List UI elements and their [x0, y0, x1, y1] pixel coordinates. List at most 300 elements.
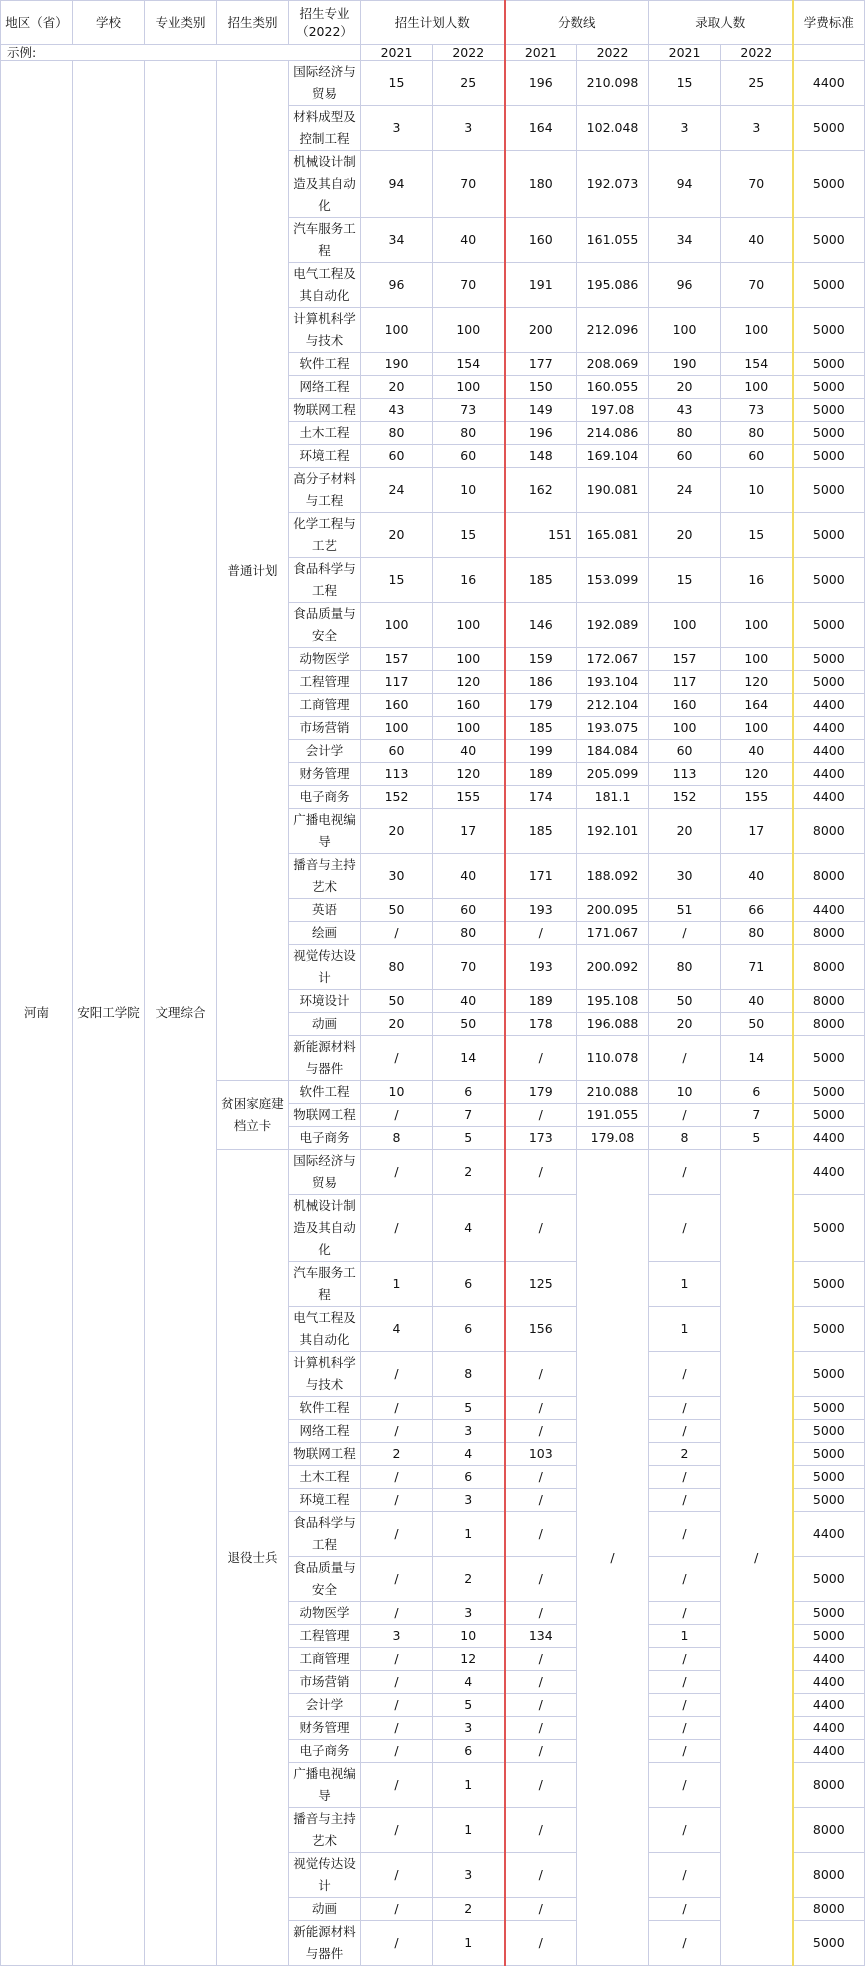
major-cell: 环境工程 — [289, 445, 361, 468]
plan-2022-cell: 155 — [433, 786, 505, 809]
admit-2021-cell: / — [649, 1557, 721, 1602]
major-cell: 新能源材料与器件 — [289, 1036, 361, 1081]
admit-2022-cell: 50 — [721, 1013, 793, 1036]
major-cell: 软件工程 — [289, 1081, 361, 1104]
tuition-cell: 8000 — [793, 1853, 865, 1898]
admit-2021-cell: 1 — [649, 1307, 721, 1352]
major-cell: 食品质量与安全 — [289, 1557, 361, 1602]
admit-2022-cell: 80 — [721, 922, 793, 945]
tuition-cell: 5000 — [793, 1104, 865, 1127]
score-2021-cell: / — [505, 1420, 577, 1443]
admit-2022-cell: 7 — [721, 1104, 793, 1127]
plan-2022-cell: 3 — [433, 1420, 505, 1443]
tuition-cell: 5000 — [793, 671, 865, 694]
major-cell: 机械设计制造及其自动化 — [289, 1195, 361, 1262]
plan-2021-cell: 1 — [361, 1262, 433, 1307]
plan-2021-cell: 3 — [361, 1625, 433, 1648]
plan-2022-cell: 17 — [433, 809, 505, 854]
major-cell: 绘画 — [289, 922, 361, 945]
admit-2021-cell: 117 — [649, 671, 721, 694]
score-2021-cell: / — [505, 1694, 577, 1717]
score-2021-cell: / — [505, 1763, 577, 1808]
admit-2021-cell: / — [649, 1898, 721, 1921]
admit-2022-cell: 73 — [721, 399, 793, 422]
major-cell: 网络工程 — [289, 376, 361, 399]
plan-2021-cell: 8 — [361, 1127, 433, 1150]
header-plan: 招生计划人数 — [361, 1, 505, 45]
plan-2022-cell: 5 — [433, 1694, 505, 1717]
plan-2022-cell: 73 — [433, 399, 505, 422]
tuition-cell: 4400 — [793, 1150, 865, 1195]
plan-2021-cell: / — [361, 1763, 433, 1808]
major-cell: 土木工程 — [289, 422, 361, 445]
score-2022-cell: 165.081 — [577, 513, 649, 558]
tuition-cell: 5000 — [793, 468, 865, 513]
score-2021-cell: 200 — [505, 308, 577, 353]
plan-2021-cell: / — [361, 1150, 433, 1195]
table-row — [1, 61, 865, 106]
header-score: 分数线 — [505, 1, 649, 45]
plan-2022-cell: 50 — [433, 1013, 505, 1036]
plan-2021-cell: / — [361, 922, 433, 945]
plan-2022-cell: 1 — [433, 1921, 505, 1966]
score-2022-cell: 205.099 — [577, 763, 649, 786]
tuition-cell: 5000 — [793, 1466, 865, 1489]
plan-2021-cell: / — [361, 1466, 433, 1489]
tuition-cell: 4400 — [793, 61, 865, 106]
plan-2021-cell: 100 — [361, 308, 433, 353]
tuition-cell: 5000 — [793, 399, 865, 422]
plan-2022-cell: 2 — [433, 1557, 505, 1602]
plan-2021-cell: / — [361, 1921, 433, 1966]
admit-2022-cell: 70 — [721, 151, 793, 218]
admit-2022-cell: 40 — [721, 854, 793, 899]
score-2021-cell: 125 — [505, 1262, 577, 1307]
tuition-cell: 8000 — [793, 990, 865, 1013]
plan-2021-cell: 10 — [361, 1081, 433, 1104]
score-2021-cell: / — [505, 1557, 577, 1602]
score-2021-cell: / — [505, 1104, 577, 1127]
tuition-cell: 5000 — [793, 1397, 865, 1420]
score-2021-cell: 180 — [505, 151, 577, 218]
admit-2021-cell: / — [649, 922, 721, 945]
admit-2021-cell: / — [649, 1694, 721, 1717]
tuition-cell: 4400 — [793, 1717, 865, 1740]
admit-2021-cell: / — [649, 1352, 721, 1397]
plan-2021-cell: 43 — [361, 399, 433, 422]
admit-2021-cell: / — [649, 1420, 721, 1443]
admit-2022-cell: 164 — [721, 694, 793, 717]
score-year-2022: 2022 — [577, 45, 649, 61]
major-cell: 视觉传达设计 — [289, 1853, 361, 1898]
score-2021-cell: 179 — [505, 1081, 577, 1104]
major-cell: 汽车服务工程 — [289, 1262, 361, 1307]
admit-2021-cell: / — [649, 1195, 721, 1262]
plan-2022-cell: 3 — [433, 1602, 505, 1625]
plan-2021-cell: / — [361, 1694, 433, 1717]
plan-2021-cell: 20 — [361, 376, 433, 399]
plan-2022-cell: 6 — [433, 1081, 505, 1104]
plan-2021-cell: / — [361, 1808, 433, 1853]
admit-2021-cell: 43 — [649, 399, 721, 422]
admit-2021-cell: 15 — [649, 61, 721, 106]
major-cell: 电气工程及其自动化 — [289, 1307, 361, 1352]
plan-2021-cell: 20 — [361, 1013, 433, 1036]
major-cell: 物联网工程 — [289, 399, 361, 422]
plan-2022-cell: 10 — [433, 468, 505, 513]
admit-2022-cell: 66 — [721, 899, 793, 922]
major-cell: 物联网工程 — [289, 1104, 361, 1127]
plan-2021-cell: 100 — [361, 603, 433, 648]
score-2021-cell: / — [505, 1512, 577, 1557]
tuition-cell: 4400 — [793, 694, 865, 717]
score-2021-cell: / — [505, 1648, 577, 1671]
major-cell: 动画 — [289, 1013, 361, 1036]
admit-2021-cell: / — [649, 1808, 721, 1853]
score-2021-cell: / — [505, 1036, 577, 1081]
admit-2021-cell: 50 — [649, 990, 721, 1013]
plan-2021-cell: 20 — [361, 809, 433, 854]
score-2022-cell: 184.084 — [577, 740, 649, 763]
score-2022-cell: 169.104 — [577, 445, 649, 468]
admit-2022-cell: 100 — [721, 603, 793, 648]
major-cell: 广播电视编导 — [289, 1763, 361, 1808]
score-2021-cell: 185 — [505, 558, 577, 603]
score-2021-cell: 149 — [505, 399, 577, 422]
admit-2021-cell: 8 — [649, 1127, 721, 1150]
plan-2022-cell: 154 — [433, 353, 505, 376]
major-cell: 材料成型及控制工程 — [289, 106, 361, 151]
tuition-cell: 5000 — [793, 513, 865, 558]
score-2021-cell: / — [505, 922, 577, 945]
score-2021-cell: / — [505, 1921, 577, 1966]
score-2021-cell: 179 — [505, 694, 577, 717]
score-2022-cell: 193.104 — [577, 671, 649, 694]
admit-2021-cell: / — [649, 1853, 721, 1898]
plan-2022-cell: 70 — [433, 263, 505, 308]
score-2021-cell: / — [505, 1808, 577, 1853]
plan-2022-cell: 6 — [433, 1262, 505, 1307]
major-cell: 环境工程 — [289, 1489, 361, 1512]
admit-2021-cell: 10 — [649, 1081, 721, 1104]
plan-2022-cell: 100 — [433, 308, 505, 353]
score-2022-cell: 208.069 — [577, 353, 649, 376]
plan-2021-cell: 15 — [361, 558, 433, 603]
major-cell: 工程管理 — [289, 1625, 361, 1648]
major-cell: 动物医学 — [289, 1602, 361, 1625]
major-cell: 电子商务 — [289, 786, 361, 809]
plan-2022-cell: 40 — [433, 990, 505, 1013]
major-cell: 工商管理 — [289, 694, 361, 717]
admit-2022-cell: 15 — [721, 513, 793, 558]
major-category-cell: 文理综合 — [145, 61, 217, 1966]
major-cell: 土木工程 — [289, 1466, 361, 1489]
tuition-cell: 5000 — [793, 218, 865, 263]
tuition-cell: 5000 — [793, 376, 865, 399]
admit-2021-cell: 160 — [649, 694, 721, 717]
plan-2022-cell: 6 — [433, 1307, 505, 1352]
admit-2022-cell: 60 — [721, 445, 793, 468]
admit-2021-cell: 80 — [649, 945, 721, 990]
admit-2021-cell: / — [649, 1717, 721, 1740]
tuition-cell: 5000 — [793, 1557, 865, 1602]
school-cell: 安阳工学院 — [73, 61, 145, 1966]
plan-2021-cell: 117 — [361, 671, 433, 694]
plan-2021-cell: 3 — [361, 106, 433, 151]
score-2021-cell: 189 — [505, 763, 577, 786]
header-school: 学校 — [73, 1, 145, 45]
plan-2022-cell: 60 — [433, 899, 505, 922]
admit-year-2022: 2022 — [721, 45, 793, 61]
header-region: 地区（省） — [1, 1, 73, 45]
tuition-cell: 4400 — [793, 786, 865, 809]
score-2022-cell: 161.055 — [577, 218, 649, 263]
admit-2021-cell: 152 — [649, 786, 721, 809]
major-cell: 高分子材料与工程 — [289, 468, 361, 513]
tuition-cell: 5000 — [793, 1307, 865, 1352]
score-2022-cell: 212.096 — [577, 308, 649, 353]
major-cell: 电气工程及其自动化 — [289, 263, 361, 308]
score-2021-cell: / — [505, 1489, 577, 1512]
admit-2022-cell: 25 — [721, 61, 793, 106]
tuition-cell: 5000 — [793, 1262, 865, 1307]
plan-2022-cell: 2 — [433, 1898, 505, 1921]
tuition-cell: 8000 — [793, 1808, 865, 1853]
plan-2022-cell: 15 — [433, 513, 505, 558]
score-2022-cell: 195.086 — [577, 263, 649, 308]
score-year-2021: 2021 — [505, 45, 577, 61]
header-admit: 录取人数 — [649, 1, 793, 45]
score-2021-cell: 146 — [505, 603, 577, 648]
score-2022-cell: 195.108 — [577, 990, 649, 1013]
admit-2021-cell: 20 — [649, 376, 721, 399]
major-cell: 网络工程 — [289, 1420, 361, 1443]
score-2021-cell: 189 — [505, 990, 577, 1013]
score-2021-cell: / — [505, 1195, 577, 1262]
admit-2021-cell: / — [649, 1763, 721, 1808]
major-cell: 国际经济与贸易 — [289, 61, 361, 106]
score-2021-cell: 156 — [505, 1307, 577, 1352]
score-2021-cell: 196 — [505, 61, 577, 106]
plan-2021-cell: 94 — [361, 151, 433, 218]
plan-2022-cell: 3 — [433, 1717, 505, 1740]
major-cell: 软件工程 — [289, 353, 361, 376]
major-cell: 播音与主持艺术 — [289, 854, 361, 899]
admit-2021-cell: 100 — [649, 717, 721, 740]
admit-2021-cell: 3 — [649, 106, 721, 151]
admit-2021-cell: / — [649, 1397, 721, 1420]
tuition-cell: 4400 — [793, 899, 865, 922]
admit-2022-cell: 40 — [721, 990, 793, 1013]
score-2021-cell: 193 — [505, 945, 577, 990]
major-cell: 计算机科学与技术 — [289, 1352, 361, 1397]
tuition-cell: 8000 — [793, 854, 865, 899]
example-label: 示例: — [1, 45, 361, 61]
plan-2022-cell: 16 — [433, 558, 505, 603]
admit-2022-cell: 16 — [721, 558, 793, 603]
score-2021-cell: / — [505, 1740, 577, 1763]
plan-2021-cell: / — [361, 1717, 433, 1740]
plan-2022-cell: 70 — [433, 945, 505, 990]
admit-2022-cell: 155 — [721, 786, 793, 809]
enroll-category-cell: 退役士兵 — [217, 1150, 289, 1966]
plan-2021-cell: 34 — [361, 218, 433, 263]
plan-2021-cell: 50 — [361, 899, 433, 922]
score-2021-cell: / — [505, 1671, 577, 1694]
score-2021-cell: 160 — [505, 218, 577, 263]
plan-2022-cell: 120 — [433, 671, 505, 694]
plan-2021-cell: 50 — [361, 990, 433, 1013]
plan-2022-cell: 14 — [433, 1036, 505, 1081]
major-cell: 食品质量与安全 — [289, 603, 361, 648]
tuition-cell: 8000 — [793, 945, 865, 990]
major-cell: 物联网工程 — [289, 1443, 361, 1466]
plan-2022-cell: 4 — [433, 1443, 505, 1466]
admit-2021-cell: 15 — [649, 558, 721, 603]
header-major-2022: 招生专业（2022） — [289, 1, 361, 45]
score-2021-cell: 186 — [505, 671, 577, 694]
admit-2022-cell: 120 — [721, 763, 793, 786]
tuition-cell: 8000 — [793, 1013, 865, 1036]
tuition-cell: 5000 — [793, 1625, 865, 1648]
plan-2021-cell: / — [361, 1195, 433, 1262]
admit-2021-cell: 96 — [649, 263, 721, 308]
admit-2021-cell: 100 — [649, 308, 721, 353]
admit-2021-cell: 51 — [649, 899, 721, 922]
score-2022-cell: 179.08 — [577, 1127, 649, 1150]
enroll-category-cell: 贫困家庭建档立卡 — [217, 1081, 289, 1150]
plan-2022-cell: 10 — [433, 1625, 505, 1648]
score-2021-cell: / — [505, 1602, 577, 1625]
table-body — [1, 61, 865, 1966]
major-cell: 机械设计制造及其自动化 — [289, 151, 361, 218]
plan-2021-cell: 60 — [361, 740, 433, 763]
plan-year-2022: 2022 — [433, 45, 505, 61]
plan-2021-cell: 160 — [361, 694, 433, 717]
plan-2022-cell: 120 — [433, 763, 505, 786]
major-cell: 电子商务 — [289, 1127, 361, 1150]
admit-2021-cell: 80 — [649, 422, 721, 445]
plan-2022-cell: 80 — [433, 422, 505, 445]
score-2021-cell: / — [505, 1352, 577, 1397]
major-cell: 新能源材料与器件 — [289, 1921, 361, 1966]
admit-2021-cell: 1 — [649, 1262, 721, 1307]
plan-2021-cell: 157 — [361, 648, 433, 671]
admit-2021-cell: 190 — [649, 353, 721, 376]
score-2021-cell: 148 — [505, 445, 577, 468]
plan-2022-cell: 1 — [433, 1763, 505, 1808]
tuition-cell: 4400 — [793, 1740, 865, 1763]
admit-2021-cell: / — [649, 1921, 721, 1966]
admit-2022-cell: 120 — [721, 671, 793, 694]
plan-2022-cell: 1 — [433, 1808, 505, 1853]
admit-2021-cell: / — [649, 1740, 721, 1763]
score-2022-cell: 192.073 — [577, 151, 649, 218]
plan-2021-cell: 15 — [361, 61, 433, 106]
admit-2022-cell: 70 — [721, 263, 793, 308]
major-cell: 市场营销 — [289, 1671, 361, 1694]
admit-2021-cell: 34 — [649, 218, 721, 263]
admit-2021-cell: / — [649, 1104, 721, 1127]
score-2022-cell: 172.067 — [577, 648, 649, 671]
score-2022-cell: 160.055 — [577, 376, 649, 399]
plan-2021-cell: / — [361, 1898, 433, 1921]
plan-2021-cell: 60 — [361, 445, 433, 468]
plan-2021-cell: / — [361, 1420, 433, 1443]
plan-2022-cell: 100 — [433, 603, 505, 648]
tuition-cell: 4400 — [793, 1671, 865, 1694]
tuition-cell: 4400 — [793, 763, 865, 786]
tuition-cell: 5000 — [793, 603, 865, 648]
plan-2021-cell: 190 — [361, 353, 433, 376]
plan-2021-cell: / — [361, 1036, 433, 1081]
admit-2021-cell: / — [649, 1512, 721, 1557]
score-2021-cell: 173 — [505, 1127, 577, 1150]
major-cell: 会计学 — [289, 740, 361, 763]
score-2022-cell: 196.088 — [577, 1013, 649, 1036]
major-cell: 计算机科学与技术 — [289, 308, 361, 353]
major-cell: 工商管理 — [289, 1648, 361, 1671]
tuition-cell: 8000 — [793, 922, 865, 945]
major-cell: 财务管理 — [289, 763, 361, 786]
header-tuition: 学费标准 — [793, 1, 865, 45]
plan-2022-cell: 2 — [433, 1150, 505, 1195]
admit-2022-cell: 100 — [721, 717, 793, 740]
plan-2022-cell: 12 — [433, 1648, 505, 1671]
score-2022-cell: 200.092 — [577, 945, 649, 990]
tuition-cell: 5000 — [793, 1352, 865, 1397]
admit-2021-cell: 24 — [649, 468, 721, 513]
major-cell: 财务管理 — [289, 1717, 361, 1740]
plan-2021-cell: 4 — [361, 1307, 433, 1352]
major-cell: 工程管理 — [289, 671, 361, 694]
tuition-cell: 5000 — [793, 648, 865, 671]
admit-2022-merged-cell: / — [721, 1150, 793, 1966]
admit-2021-cell: 20 — [649, 1013, 721, 1036]
plan-2021-cell: / — [361, 1397, 433, 1420]
plan-2022-cell: 70 — [433, 151, 505, 218]
admit-2022-cell: 71 — [721, 945, 793, 990]
plan-2022-cell: 80 — [433, 922, 505, 945]
plan-2022-cell: 5 — [433, 1397, 505, 1420]
score-2021-cell: 185 — [505, 717, 577, 740]
score-2021-cell: 103 — [505, 1443, 577, 1466]
major-cell: 汽车服务工程 — [289, 218, 361, 263]
score-2021-cell: 178 — [505, 1013, 577, 1036]
admit-year-2021: 2021 — [649, 45, 721, 61]
score-2021-cell: 162 — [505, 468, 577, 513]
score-2022-cell: 210.088 — [577, 1081, 649, 1104]
major-cell: 播音与主持艺术 — [289, 1808, 361, 1853]
admit-2022-cell: 3 — [721, 106, 793, 151]
header-enroll-category: 招生类别 — [217, 1, 289, 45]
score-2022-cell: 210.098 — [577, 61, 649, 106]
plan-year-2021: 2021 — [361, 45, 433, 61]
tuition-cell: 5000 — [793, 558, 865, 603]
tuition-cell: 8000 — [793, 809, 865, 854]
score-2021-cell: / — [505, 1150, 577, 1195]
admit-2021-cell: 1 — [649, 1625, 721, 1648]
plan-2022-cell: 6 — [433, 1740, 505, 1763]
tuition-cell: 4400 — [793, 1648, 865, 1671]
plan-2022-cell: 5 — [433, 1127, 505, 1150]
score-2022-cell: 190.081 — [577, 468, 649, 513]
plan-2022-cell: 8 — [433, 1352, 505, 1397]
plan-2022-cell: 3 — [433, 106, 505, 151]
score-2022-cell: 171.067 — [577, 922, 649, 945]
major-cell: 动物医学 — [289, 648, 361, 671]
plan-2022-cell: 4 — [433, 1195, 505, 1262]
